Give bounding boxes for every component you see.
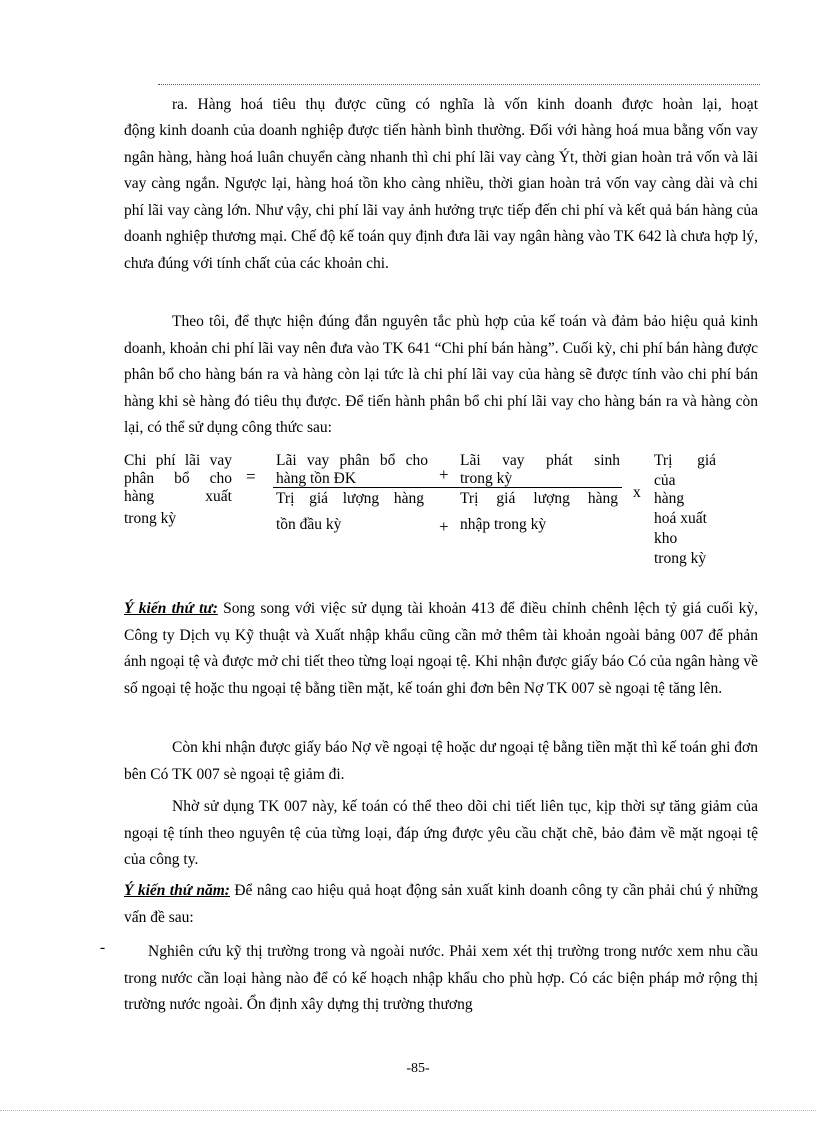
formula-num-b-line-2: trong kỳ — [460, 470, 513, 487]
paragraph-1-first-line: ra. Hàng hoá tiêu thụ được cũng có nghĩa là vốn kinh doanh được hoàn lại, hoạt — [172, 96, 758, 113]
paragraph-5: Nhờ sử dụng TK 007 này, kế toán có thể theo dõi chi tiết liên tục, kịp thời sự tăng giảm của ngoại tệ tính theo nguyên tệ của từng loại, đáp ứng được yêu cầu chặt chẽ, bảo đảm về mặt ngoại tệ của công ty. — [124, 798, 758, 868]
formula-num-a-line-2: hàng tồn ĐK — [276, 470, 357, 487]
formula-rhs-line-1: Trị giá — [654, 452, 716, 469]
idea-4-text: Song song với việc sử dụng tài khoản 413 để điều chỉnh chênh lệch tỷ giá cuối kỳ, Công ty Dịch vụ Kỹ thuật và Xuất nhập khẩu cũng cần mở thêm tài khoản ngoài bảng 007 để phản ánh ngoại tệ và được mở chi tiết theo từng loại ngoại tệ. Khi nhận được giấy báo Có của ngân hàng về số ngoại tệ hoặc thu ngoại tệ bằng tiền mặt, kế toán ghi đơn bên Nợ TK 007 sè ngoại tệ tăng lên. — [124, 600, 759, 697]
formula-lhs-line-2: phân bổ cho — [124, 470, 232, 487]
idea-4-paragraph — [124, 596, 758, 702]
formula-rhs-line-4: hoá xuất — [654, 510, 707, 527]
formula-num-b-line-1: Lãi vay phát sinh — [460, 452, 620, 469]
formula-den-a-line-1: Trị giá lượng hàng — [276, 490, 424, 507]
idea-5-label: Ý kiến thứ năm: — [124, 882, 230, 899]
fraction-bar — [273, 487, 622, 488]
formula-rhs-line-2: của — [654, 472, 676, 489]
formula-lhs-line-1: Chi phí lãi vay — [124, 452, 232, 469]
formula-equals: = — [246, 467, 256, 486]
formula-plus-denominator: + — [439, 517, 449, 536]
formula-lhs-line-3: hàng xuất — [124, 488, 232, 505]
formula-rhs-line-5: kho — [654, 530, 678, 547]
bullet-1: Nghiên cứu kỹ thị trường trong và ngoài nước. Phải xem xét thị trường trong nước xem nhu cầu trong nước cần loại hàng nào để có kế hoạch nhập khẩu cho phù hợp. Có các biện pháp mở rộng thị trường nước ngoài. Ổn định xây dựng thị trường thương — [124, 943, 758, 1013]
bullet-dash: - — [100, 939, 106, 956]
footer-rule — [0, 1110, 816, 1111]
formula-lhs-line-4: trong kỳ — [124, 510, 177, 527]
formula-times: x — [633, 484, 641, 501]
paragraph-4: Còn khi nhận được giấy báo Nợ về ngoại tệ hoặc dư ngoại tệ bằng tiền mặt thì kế toán ghi đơn bên Có TK 007 sè ngoại tệ giảm đi. — [124, 739, 758, 783]
formula-den-b-line-1: Trị giá lượng hàng — [460, 490, 618, 507]
page-number: -85- — [406, 1061, 430, 1076]
formula-den-a-line-2: tồn đầu kỳ — [276, 516, 342, 533]
idea-5-paragraph — [124, 878, 758, 931]
idea-4-label: Ý kiến thứ tư: — [124, 600, 218, 617]
formula-num-a-line-1: Lãi vay phân bổ cho — [276, 452, 428, 469]
paragraph-1: động kinh doanh của doanh nghiệp được tiến hành bình thường. Đối với hàng hoá mua bằng vốn vay ngân hàng, hàng hoá luân chuyển càng nhanh thì chi phí lãi vay càng Ýt, thời gian hoàn trả vốn và lãi vay càng ngắn. Ngược lại, hàng hoá tồn kho càng nhiều, thời gian hoàn trả vốn vay càng dài và chi phí lãi vay càng lớn. Như vậy, chi phí lãi vay ảnh hưởng trực tiếp đến chi phí và kết quả bán hàng của doanh nghiệp thương mại. Chế độ kế toán quy định đưa lãi vay ngân hàng vào TK 642 là chưa hợp lý, chưa đúng với tính chất của các khoản chi. — [124, 122, 758, 272]
formula-rhs-line-3: hàng — [654, 490, 685, 507]
formula-den-b-line-2: nhập trong kỳ — [460, 516, 547, 533]
formula-rhs-line-6: trong kỳ — [654, 550, 707, 567]
formula-plus-numerator: + — [439, 465, 449, 484]
idea-5-text: Để nâng cao hiệu quả hoạt động sản xuất kinh doanh công ty cần phải chú ý những vấn đề sau: — [124, 882, 759, 926]
header-rule — [158, 84, 760, 85]
paragraph-2: Theo tôi, để thực hiện đúng đắn nguyên tắc phù hợp của kế toán và đảm bảo hiệu quả kinh doanh, khoản chi phí lãi vay nên đưa vào TK 641 “Chi phí bán hàng”. Cuối kỳ, chi phí bán hàng được phân bổ cho hàng bán ra và hàng còn lại tức là chi phí lãi vay của hàng sẽ được tính vào chi phí bán hàng khi sè hàng đó tiêu thụ được. Để tiến hành phân bổ chi phí lãi vay cho hàng bán ra và hàng còn lại, có thể sử dụng công thức sau: — [124, 313, 758, 436]
